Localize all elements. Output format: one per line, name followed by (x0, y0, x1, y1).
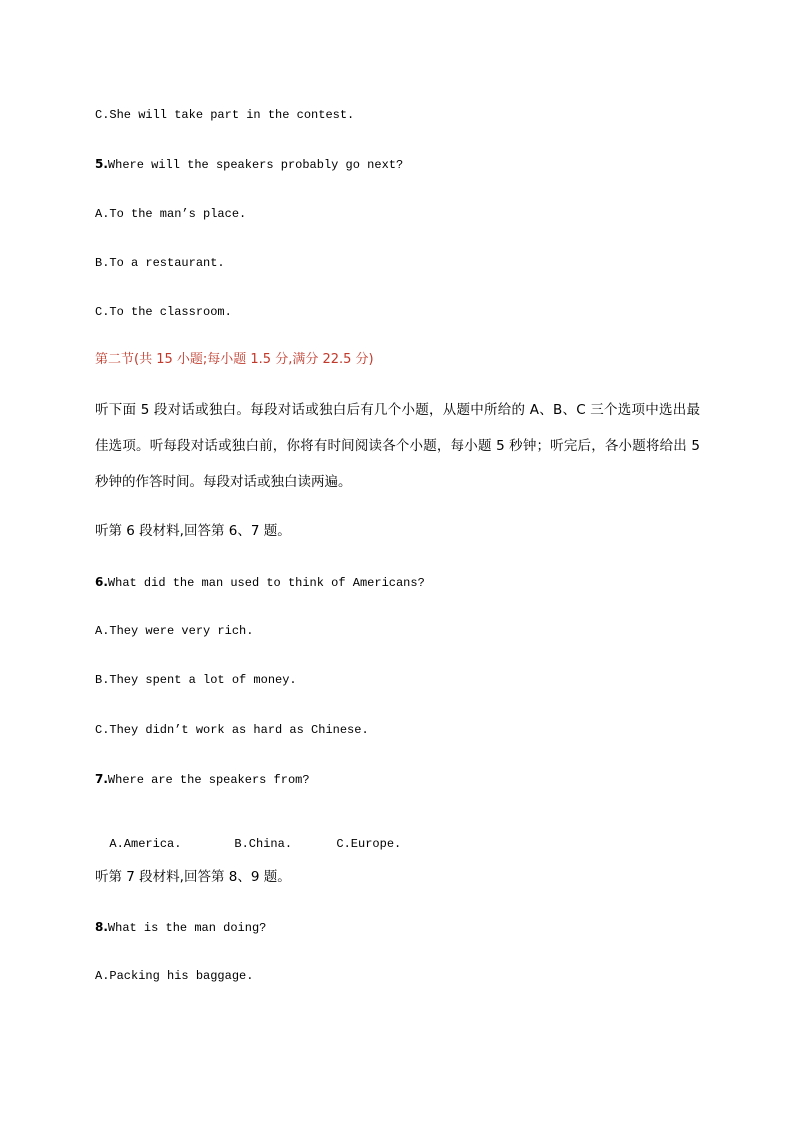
q6-option-a: A.They were very rich. (95, 624, 254, 638)
q8-number: 8. (95, 920, 108, 934)
q7-option-c: C.Europe. (336, 837, 402, 851)
material6-heading: 听第 6 段材料,回答第 6、7 题。 (95, 523, 291, 539)
q8-option-a: A.Packing his baggage. (95, 969, 254, 983)
q7-question (95, 771, 310, 788)
q5-question (95, 156, 403, 173)
q7-question-text: Where are the speakers from? (107, 773, 310, 787)
q8-question-text: What is the man doing? (107, 921, 267, 935)
q7-options (95, 820, 401, 852)
q5-option-a: A.To the man’s place. (95, 207, 247, 221)
q5-option-b: B.To a restaurant. (95, 256, 225, 270)
q6-number: 6. (95, 575, 108, 589)
q8-question (95, 919, 266, 936)
q6-question (95, 574, 425, 591)
q5-question-text: Where will the speakers probably go next? (107, 158, 404, 172)
q7-option-b: B.China. (234, 837, 293, 851)
q7-number: 7. (95, 772, 108, 786)
q6-option-c: C.They didn’t work as hard as Chinese. (95, 723, 369, 737)
q7-option-a: A.America. (109, 837, 182, 851)
section2-title: 第二节(共 15 小题;每小题 1.5 分,满分 22.5 分) (95, 352, 374, 367)
material7-heading: 听第 7 段材料,回答第 8、9 题。 (95, 869, 291, 885)
section2-instructions: 听下面 5 段对话或独白。每段对话或独白后有几个小题，从题中所给的 A、B、C 三个选项中选出最佳选项。听每段对话或独白前，你将有时间阅读各个小题，每小题 5 秒钟；听完后，各小题将给出 5 秒钟的作答时间。每段对话或独白读两遍。 (95, 402, 700, 490)
q5-number: 5. (95, 157, 108, 171)
q5-option-c: C.To the classroom. (95, 305, 232, 319)
q6-option-b: B.They spent a lot of money. (95, 673, 297, 687)
q6-question-text: What did the man used to think of Americans? (107, 576, 425, 590)
q4-option-c: C.She will take part in the contest. (95, 108, 355, 122)
